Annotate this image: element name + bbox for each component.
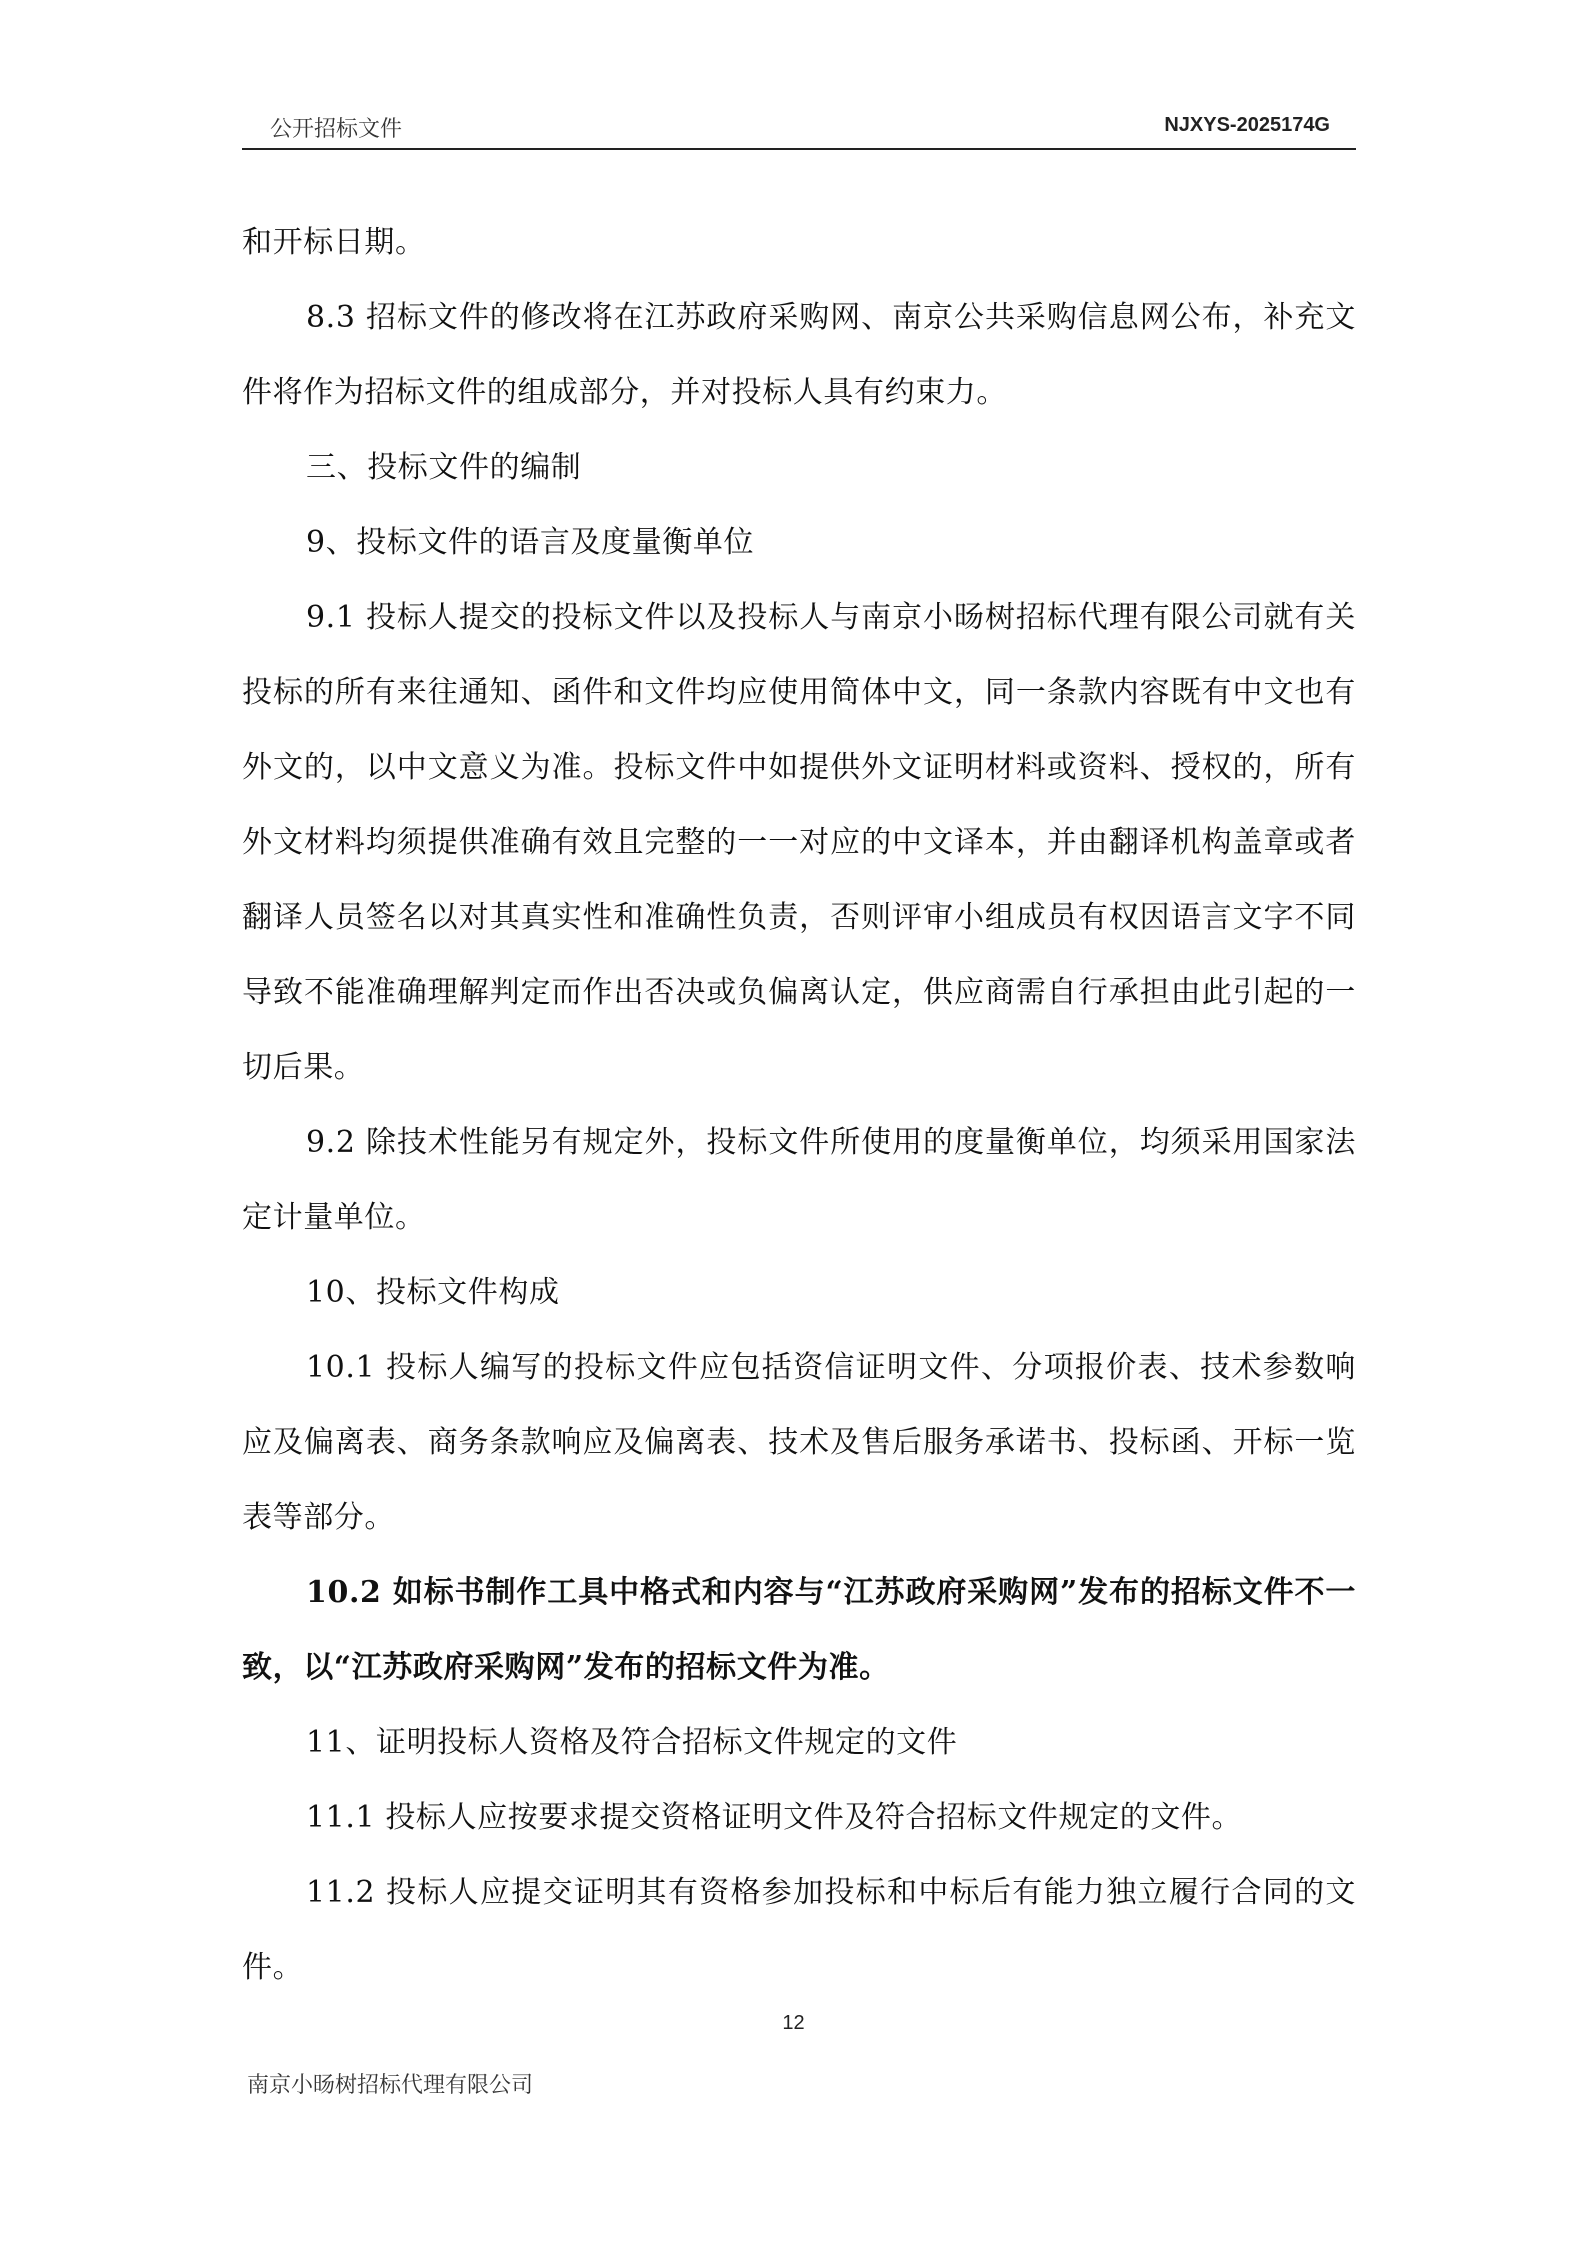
paragraph-9-1: 9.1 投标人提交的投标文件以及投标人与南京小旸树招标代理有限公司就有关投标的所有来往通知、函件和文件均应使用简体中文，同一条款内容既有中文也有外文的，以中文意义为准。投标文件中如提供外文证明材料或资料、授权的，所有外文材料均须提供准确有效且完整的一一对应的中文译本，并由翻译机构盖章或者翻译人员签名以对其真实性和准确性负责，否则评审小组成员有权因语言文字不同导致不能准确理解判定而作出否决或负偏离认定，供应商需自行承担由此引起的一切后果。 bbox=[242, 600, 1356, 1085]
section-heading-bid-preparation: 三、投标文件的编制 bbox=[306, 450, 582, 485]
paragraph-9-2: 9.2 除技术性能另有规定外，投标文件所使用的度量衡单位，均须采用国家法定计量单位。 bbox=[242, 1125, 1356, 1235]
paragraph-11-2: 11.2 投标人应提交证明其有资格参加投标和中标后有能力独立履行合同的文件。 bbox=[242, 1875, 1356, 1985]
page-header bbox=[242, 108, 1356, 150]
paragraph-10-1: 10.1 投标人编写的投标文件应包括资信证明文件、分项报价表、技术参数响应及偏离表、商务条款响应及偏离表、技术及售后服务承诺书、投标函、开标一览表等部分。 bbox=[242, 1350, 1356, 1535]
document-body bbox=[242, 205, 1356, 2005]
heading-11-qualification-documents: 11、证明投标人资格及符合招标文件规定的文件 bbox=[306, 1725, 958, 1760]
header-document-type: 公开招标文件 bbox=[270, 117, 403, 142]
header-project-number: NJXYS-2025174G bbox=[1164, 114, 1330, 136]
paragraph-11-1: 11.1 投标人应按要求提交资格证明文件及符合招标文件规定的文件。 bbox=[306, 1800, 1243, 1835]
page-number: 12 bbox=[782, 2012, 805, 2034]
heading-10-bid-composition: 10、投标文件构成 bbox=[306, 1275, 560, 1310]
paragraph-8-3: 8.3 招标文件的修改将在江苏政府采购网、南京公共采购信息网公布，补充文件将作为招标文件的组成部分，并对投标人具有约束力。 bbox=[242, 300, 1356, 410]
paragraph-10-2: 10.2 如标书制作工具中格式和内容与“江苏政府采购网”发布的招标文件不一致，以“江苏政府采购网”发布的招标文件为准。 bbox=[242, 1575, 1356, 1685]
paragraph-continuation: 和开标日期。 bbox=[242, 225, 426, 260]
footer-company: 南京小旸树招标代理有限公司 bbox=[247, 2073, 534, 2098]
heading-9-language-units: 9、投标文件的语言及度量衡单位 bbox=[306, 525, 755, 560]
